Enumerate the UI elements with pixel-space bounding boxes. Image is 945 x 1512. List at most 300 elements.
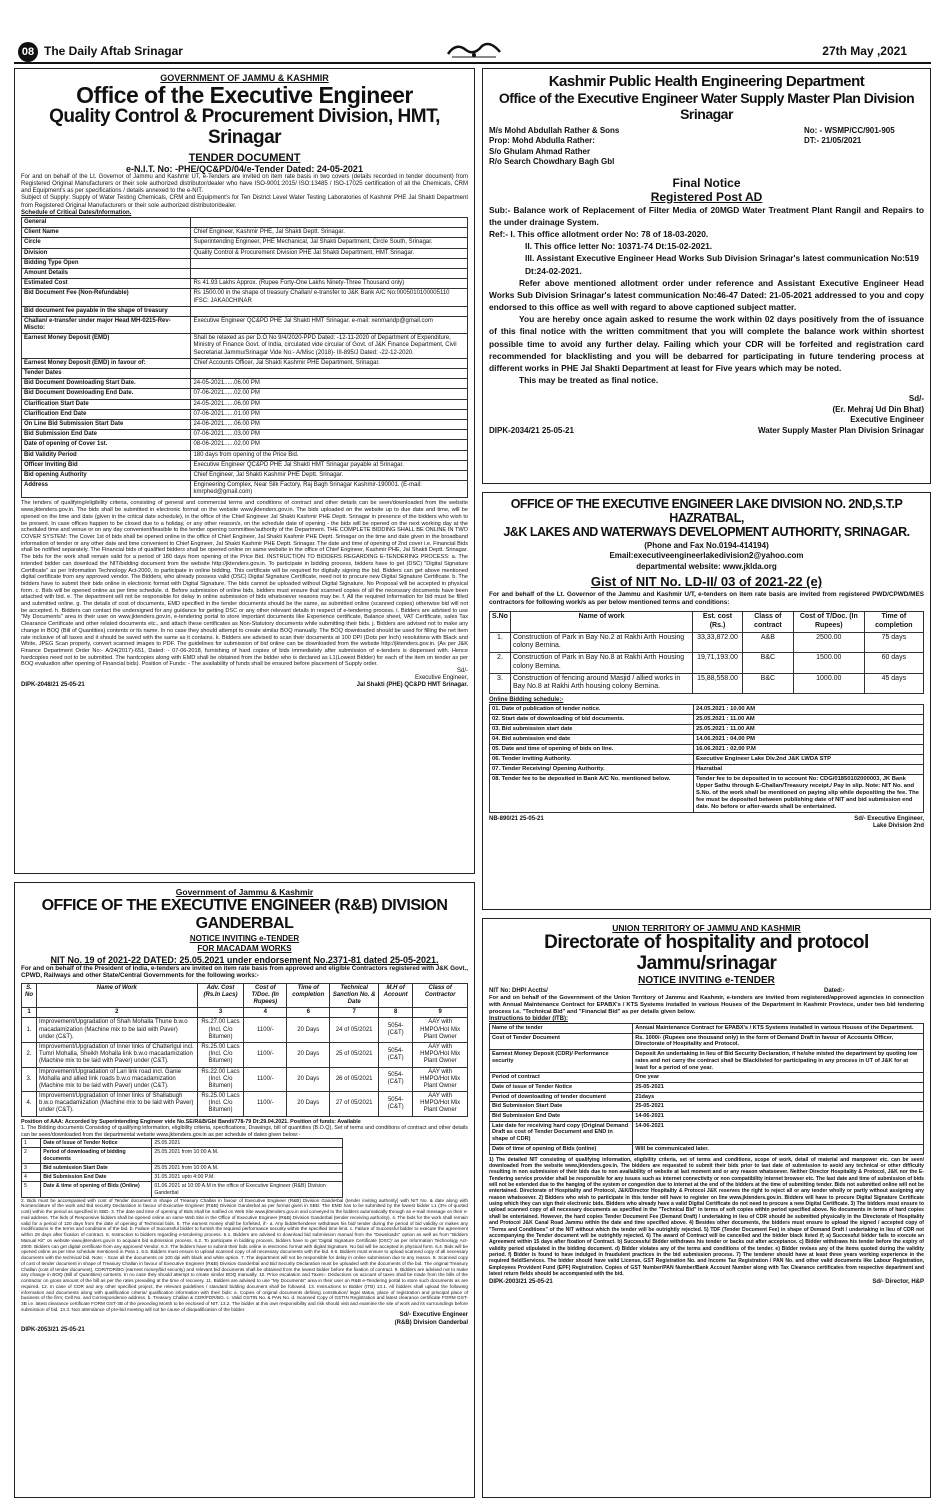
table-row xyxy=(22,289,468,306)
ad3-gist: Gist of NIT No. LD-II/ 03 of 2021-22 (e) xyxy=(590,574,823,590)
table-cell: 24 of 05/2021 xyxy=(330,1018,379,1043)
ad2-letter-date: DT:- 21/05/2021 xyxy=(804,136,862,146)
table-row xyxy=(22,1148,343,1163)
table-cell: 1100/- xyxy=(244,1018,287,1043)
table-row xyxy=(22,419,468,429)
ad-lake-division xyxy=(482,492,931,910)
ad5-itb-table xyxy=(489,1023,924,1155)
table-row xyxy=(490,1121,924,1144)
column-header: Est. cost (Rs.) xyxy=(693,612,743,633)
ad4-position: Position of AAA: Accorded by Superintending Engineer vide No.SE/R&B/Gbl Bandi/778-79 Dt:29.04.2021. Position of funds: Available xyxy=(21,1118,361,1125)
ad2-para-3: This may be treated as final notice. xyxy=(519,375,659,386)
ad-qc-procurement xyxy=(14,68,475,874)
table-row xyxy=(22,460,468,470)
row-label: Earnest Money Deposit (EMD) in favour of: xyxy=(22,358,191,368)
row-label: General xyxy=(22,218,191,228)
row-label: Estimated Cost xyxy=(22,279,191,289)
ad1-supply: Subject of Supply: Supply of Water Testing Chemicals, CRM and Equipment's for Ten District Level Water Testing Laboratories of Kashmir PHE Jal Shakti Department from Registered Original Manufacturers or their sole authorized distributor/dealer. xyxy=(21,195,468,209)
schedule-value: 25.05.2021 : 11.00 AM xyxy=(693,715,923,725)
table-row xyxy=(22,450,468,460)
table-row xyxy=(22,228,468,238)
ad4-body: 2. Bids must be accompanied with cost of Tender document in shape of Treasury Challan in favour of Executive Engineer (R&B) Division Ganderbal (tender inviting authority) with NIT No. & date along with Nomenclature of the work and Bid security Declaration in favour of Executive Engineer (R&B) Division Ganderbal as per format given in SBD. The EMD has to be submitted by the lowest bidder L1 (3% of quoted cost) within the period as specified in SBD. 3. The date and time of opening of Bids shall be notified on Web Site www.jktenders.gov.in and conveyed to the bidders automatically through an e-mail message on their e-mail address. The bids of Responsive bidders shall be opened online on same Web Site in the Office of Executive Engineer (R&B) Division Ganderbal (tender receiving authority). 4. The bids for the work shall remain valid for a period of 120 days from the date of opening of Technical bids. 5. The earnest money shall be forfeited, if:- a. Any bidder/tenderer withdraws his bid/ tender during the period of bid validity or makes any modifications in the terms and conditions of the bid. b. Failure of Successful bidder to furnish the required performance security within the specified time limit. c. Failure of Successful bidder to execute the agreement within 28 days after fixation of contract. 6. Instruction to bidders regarding e-tendering process. 6.1. Bidders are advised to download bid submission manual from the "Downloads" option as well as from "Bidders Manual Kit" on website www.jktenders.gov.in to acquaint bid submission process. 6.2. To participate in bidding process, bidders have to get 'Digital Signature Certificate (DSC)' as per Information Technology Act-2000. Bidders can get digital certificate from any approved Vendor. 6.3. The bidders have to submit their bids online in electronic format with digital Signature. No bid will be accepted in physical form. 6.4. Bids will be opened online as per time schedule mentioned in Para 1. 6.5. Bidders must ensure to upload scanned copy of all necessary documents with the bid. 6.6. Bidders must ensure to upload scanned copy of all necessary documents with the technical bid. Note: - Scan all the documents on 100 dpi with black and white option. 7. The department will not be responsible for delay in online submission due to any reason. 8. Scanned copy of cost of tender document in shape of Treasury Challan in favour of Executive Engineer (R&B) Division Ganderbal and Bid Security Declaration must be uploaded with the documents of the bid. The original Treasury Challan (cost of tender document), CDR/TDR/BG (earnest money/bid security) and relevant bid documents shall be obtained from the lowest bidder before the fixation of contract. 9. Bidders are advised not to make any change in BOQ (Bill of Quantities) contents. In no case they should attempt to create similar BOQ manually. 10. Price escalation and Taxes:- Deductions on account of taxes shall be made from the bills of the contractor on gross amount of the bill as per the rates prevailing at the time of recovery. 11. Bidders are advised to use "My Documents" area in their user on R&B e-Tendering portal to store such documents as are required. 12. In case of CDR and any other specified project, the relevant guidelines / standard bidding document shall be followed. 13. Instructions to Bidder (ITB) 13.1. All bidders shall upload the following information and documents along with qualification criteria/ qualification information with their bids: a. Copies of original documents defining constitution/ legal status, place of registration and principal place of business of the firm; Cell No. and Correspondence address. b. Treasury Challan & CDR/FDR/BG. c. Valid GSTIN No. & PAN No. d. Scanned Copy of GSTIN Registration and latest clearance certificate FORM GST-3B i.e. latest clearance certificate FORM GST-3B of the preceding Month to be enclosed of NIT. 13.2. The bidder at this own responsibility and risk should visit and examine the site of work and its surroundings before submission of bid. 13.3. Non attendance of pre-bid meeting will not be cause of disqualification of the bidder. xyxy=(21,1197,468,1312)
newspaper-logo-icon xyxy=(444,40,504,60)
table-row xyxy=(22,409,468,419)
ad3-ref: NB-890/21 25-05-21 xyxy=(489,815,544,822)
ad1-sd: Sd/- xyxy=(456,668,468,675)
page-number: 08 xyxy=(18,42,38,62)
table-cell: 20 Days xyxy=(287,1018,330,1043)
table-row xyxy=(490,632,924,653)
ad2-addressee: M/s Mohd Abdullah Rather & Sons xyxy=(489,126,620,135)
table-cell: 01.06.2021 at 10:00 A.M in the office of Executive Engineer (R&B) Division Ganderbal xyxy=(152,1182,343,1197)
table-cell: Rs.22.00 Lacs (Incl. C/o Bitumen) xyxy=(197,1067,244,1092)
table-row xyxy=(490,1024,924,1034)
row-value: Engineering Complex, Near Silk Factory, Raj Bagh Srinagar Kashmir-190001. (E-mail: kmrphed@gmail.com) xyxy=(191,481,468,498)
table-row xyxy=(490,1050,924,1073)
table-cell: 1100/- xyxy=(244,1092,287,1117)
ad-phe-final-notice xyxy=(482,68,931,484)
row-label: Late date for receiving hard copy (Original Demand Draft as cost of Tender Document and END in shape of CDR) xyxy=(490,1121,633,1144)
column-header: Class of Contractor xyxy=(413,983,468,1008)
table-row xyxy=(490,755,924,765)
row-value: Rs 41.93 Lakhs Approx. (Rupee Forty-One Lakhs Ninety-Three Thousand only) xyxy=(191,279,468,289)
ad2-ref: DIPK-2034/21 25-05-21 xyxy=(489,425,574,435)
table-row xyxy=(490,1073,924,1083)
ad4-subtitle-1: NOTICE INVITING e-TENDER xyxy=(189,933,300,943)
table-cell: 20 Days xyxy=(287,1042,330,1067)
schedule-value: Executive Engineer Lake Div.2nd J&K LWDA STP xyxy=(693,755,923,765)
row-value: Rs. 1000/- (Rupees one thousand only) in the form of Demand Draft in favour of Accounts Officer, Directorate of Hospitality and Protocol. xyxy=(633,1033,924,1049)
schedule-label: 03. Bid submission start date xyxy=(490,725,694,735)
row-value: 14-06-2021 xyxy=(633,1112,924,1122)
table-cell: 2 xyxy=(22,1148,41,1163)
ad4-signatory: Sd/- Executive Engineer xyxy=(399,1312,468,1319)
row-label: Period of downloading of tender document xyxy=(490,1092,633,1102)
table-cell: Bid Submission End Date xyxy=(41,1173,152,1182)
table-row xyxy=(22,316,468,333)
row-label: Bid Submission End Date xyxy=(490,1112,633,1122)
ad5-government: UNION TERRITORY OF JAMMU AND KASHMIR xyxy=(612,923,801,933)
table-cell: 1100/- xyxy=(244,1042,287,1067)
table-row xyxy=(22,430,468,440)
table-row xyxy=(490,1112,924,1122)
ad3-title-1: OFFICE OF THE EXECUTIVE ENGINEER LAKE DIVISION NO. 2ND,S.T.P HAZRATBAL, xyxy=(510,497,903,525)
table-cell: A&B xyxy=(742,632,793,653)
table-row xyxy=(22,440,468,450)
table-cell: 1. xyxy=(490,632,511,653)
table-row xyxy=(22,1173,343,1182)
row-value: Will be communicated later. xyxy=(633,1144,924,1154)
column-header: S. No xyxy=(22,983,37,1008)
table-cell: Construction of Park in Bay No.8 at Rakhi Arth Housing colony Bemina. xyxy=(510,653,692,674)
table-row xyxy=(22,389,468,399)
column-header: Adv. Cost (Rs.In Lacs) xyxy=(197,983,244,1008)
column-number: 2 xyxy=(37,1008,198,1018)
ad4-government: Government of Jammu & Kashmir xyxy=(175,887,314,897)
ad2-ref-3: III. Assistant Executive Engineer Head Works Sub Division Srinagar's latest communication No:519 Dt:24-02-2021. xyxy=(525,253,919,276)
table-cell: Improvement/Upgradation of Inner links of Shallabugh b.w.o macadamization (Machine mix to be laid with Paver) under (C&T). xyxy=(37,1092,198,1117)
row-value xyxy=(191,258,468,268)
ad2-para-1: Refer above mentioned allotment order under reference and Assistant Executive Engineer Head Works Sub Division Srinagar's latest communication No:46-47 Dated: 21-05-2021 addressed to you and copy endorsed to this office as well with regard to above captioned subject matter. xyxy=(489,277,924,313)
table-row xyxy=(22,218,468,228)
table-row xyxy=(22,268,468,278)
ad2-office: Water Supply Master Plan Division Srinagar xyxy=(758,425,924,435)
ad4-title: OFFICE OF THE EXECUTIVE ENGINEER (R&B) DIVISION GANDERBAL xyxy=(41,897,448,933)
schedule-value: 14.06.2021 : 04.00 PM xyxy=(693,735,923,745)
ad2-heading-final: Final Notice xyxy=(672,175,741,190)
table-row xyxy=(22,379,468,389)
ad2-title-dept: Kashmir Public Health Engineering Department xyxy=(548,73,865,90)
table-row xyxy=(22,248,468,258)
ad5-dated: Dated:- xyxy=(824,987,845,994)
ad2-subject: Sub:- Balance work of Replacement of Filter Media of 20MGD Water Treatment Plant Rangil and Repairs to the under drainage System. xyxy=(489,204,924,227)
schedule-label: 05. Date and time of opening of bids on line. xyxy=(490,745,694,755)
row-label: Bidding Type Open xyxy=(22,258,191,268)
table-cell: Date & time of opening of Bids (Online) xyxy=(41,1182,152,1197)
row-label: Circle xyxy=(22,238,191,248)
ad1-ref: DIPK-2048/21 25-05-21 xyxy=(21,682,85,689)
row-label: Bid document fee payable in the shape of treasury xyxy=(22,306,191,316)
table-cell: 1100/- xyxy=(244,1067,287,1092)
row-label: Date of opening of Cover 1st. xyxy=(22,440,191,450)
column-number: 3 xyxy=(197,1008,244,1018)
ad2-signatory-name: (Er. Mehraj Ud Din Bhat) xyxy=(832,404,924,414)
table-cell: 60 days xyxy=(864,653,923,674)
ad4-subtitle-2: FOR MACADAM WORKS xyxy=(197,944,292,954)
ad-hospitality-protocol xyxy=(482,918,931,1498)
table-cell: Improvement/Upgradation of Inner links of Chatterlgul incl. Tumri Mohalla, Sheikh Mohalla link b.w.o macadamization (Machine mix to be laid with Paver) under (C&T). xyxy=(37,1042,198,1067)
ad3-works-table xyxy=(489,611,924,694)
schedule-label: 07. Tender Receiving/ Opening Authority. xyxy=(490,765,694,775)
table-cell: AAY with HMPO/Hot Mix Plant Owner xyxy=(413,1092,468,1117)
schedule-label: 04. Bid submission end date xyxy=(490,735,694,745)
row-label: Client Name xyxy=(22,228,191,238)
table-cell: Date of Issue of Tender Notice xyxy=(41,1139,152,1148)
row-value: Chief Accounts Officer, Jal Shakti Kashmir PHE Department, Srinagar. xyxy=(191,358,468,368)
row-value: 25-05-2021 xyxy=(633,1102,924,1112)
row-value: Chief Engineer, Kashmir PHE, Jal Shakti Deptt. Srinagar. xyxy=(191,228,468,238)
table-row xyxy=(22,334,468,359)
table-cell: B&C xyxy=(742,673,793,694)
table-row xyxy=(22,1067,468,1092)
ad2-ref-2: II. This office letter No: 10371-74 Dt:15-02-2021. xyxy=(525,241,713,252)
row-value: Superintending Engineer, PHE Mechanical, Jal Shakti Department, Circle South, Srinagar. xyxy=(191,238,468,248)
row-value: 07-06-2021......01.00 PM xyxy=(191,409,468,419)
table-cell: 25.05.2021 xyxy=(152,1139,343,1148)
column-number: 4 xyxy=(244,1008,287,1018)
ad2-letter-no: No: - WSMP/CC/901-905 xyxy=(804,126,895,135)
table-row xyxy=(22,399,468,409)
ad1-government: GOVERNMENT OF JAMMU & KASHMIR xyxy=(160,73,329,83)
table-row xyxy=(490,1082,924,1092)
column-number: 7 xyxy=(330,1008,379,1018)
table-cell: 25.05.2021 from 10:00 A.M. xyxy=(152,1163,343,1172)
ad5-body: 1) The detailed NIT consisting of qualifying information, eligibility criteria, set of terms and conditions, scope of work, detail of material and manpower etc. can be seen/ downloaded from the website www.jktenders.gov.in. The bidders are requested to submit their bids prior to last date of submission to avoid any technical or other difficulty resulting in non submission of their bids due to non availability of website at last moment and or any reason whatsoever. Neither Director Hospitality & Protocol, J&K nor the E-Tendering service provider shall be responsible for any issues such as internet connectivity or non compatibility internet browser etc. The last date and time of submission of bids will not be extended due to the hanging of the system or congestion due to internet at the end of the bidders at the time of submitting tender. Bids not submitted online will not be entertained. Directorate of Hospitality and Protocol, J&K/Director Hospitality & Protocol J&K reserves the right to reject all or any tender wholly or partly without assigning any reason whatsoever. 2) Bidders who wish to participate in this tender will have to register on line www.jktenders.gov.in. Bidders will have to procure Digital Signature Certificate using which they can sign their electronic bids. Bidders who already have a valid Digital Certificate do not need to procure a new Digital Certificate. 3) The bidders must ensure to upload scanned copy of all necessary documents as specified in the "Technical Bid" in terms of soft copies within period specified above. No documents in terms of hard copies shall be entertained. However, the hard copies Tender Document Fee (Demand Draft) / undertaking in lieu of CDR should be submitted physically in the Directorate of Hospitality and Protocol J&K Canal Road Jammu within the date and time specified above. 4) Besides other documents, the bidders must ensure to upload the signed / accepted copy of "Terms and Conditions" of the NIT without which the tender will be outrightly rejected. 5) TDF (Tender Document Fee) in shape of Demand Draft / undertaking in lieu of CDR not accompanying the Tender document will be outrightly rejected. 6) The award of Contract will be cancelled and the bidder black listed if; a) Successful bidder fails to execute an Agreement within 15 days after fixation of Contract. b) Successful Bidder withdraws his tender or backs out after acceptance. c) Bidder withdraws his tender before the expiry of validity period stipulated in the bidding document. d) Bidder violates any of the terms and conditions of the tender. e) Bidder revises any of the items quoted during the validity period. f) Bidder is found to have indulged in fraudulent practices in the bid submission process. 7) The tenderer should have at least three years working experience in the required field/Services. The bidder should have valid License, GST Registration No. and Income Tax Registration / PAN No. and other valid documents like Labour Registration, Employees Provident Fund (EPF) Registration. Copies of GST Number/PAN Number/Bank Account Number along with Tax Clearance certificates from respective department and latest return fields should be accompanied with the bid. xyxy=(489,1156,924,1278)
row-value: 24-05-2021......06.00 PM xyxy=(191,399,468,409)
newspaper-name: The Daily Aftab Srinagar xyxy=(44,44,183,58)
ad2-signatory-title: Executive Engineer xyxy=(850,415,924,425)
row-label: Bid Validity Period xyxy=(22,450,191,460)
row-label: Division xyxy=(22,248,191,258)
ad3-intro: For and behalf of the Lt. Governor of the Jammu and Kashmir U/T, e-tenders on item rate basis are invited from registered PWD/CPWD/MES contractors for following work/s as per below mentioned terms and conditions: xyxy=(489,591,924,607)
ad4-ref: DIPK-2053/21 25-05-21 xyxy=(21,1326,85,1333)
table-row xyxy=(22,470,468,480)
row-label: On Line Bid Submission Start Date xyxy=(22,419,191,429)
ad3-schedule-table xyxy=(489,704,924,812)
row-value: 08-06-2021......02.00 PM xyxy=(191,440,468,450)
row-label: Date of time of opening of Bids (online) xyxy=(490,1144,633,1154)
ad1-intro: For and on behalf of the Lt. Governor of Jammu and Kashmir UT, e-Tenders are invited on item rate basis in two covers (details recorded in tender document) from Registered Original Manufacturers or their sole authorized distributor/dealer who have ISO-9001:2015/ ISO:13485 / ISO-17025 certification of all the Chemicals, CRM and Equipment's as per specifications / details annexed to the e-NIT. xyxy=(21,173,468,195)
row-label: Period of contract xyxy=(490,1073,633,1083)
table-cell: 2. xyxy=(490,653,511,674)
row-label: Tender Dates xyxy=(22,369,191,379)
table-row xyxy=(490,1102,924,1112)
row-value: Chief Engineer, Jal Shakti Kashmir PHE Deptt. Srinagar. xyxy=(191,470,468,480)
table-row xyxy=(22,1042,468,1067)
column-header: Name of work xyxy=(510,612,692,633)
column-header: M.H of Account xyxy=(378,983,412,1008)
table-row xyxy=(22,1139,343,1148)
row-label: Bid Submission Start Date xyxy=(490,1102,633,1112)
table-cell: 4 xyxy=(22,1173,41,1182)
table-row xyxy=(490,735,924,745)
ad2-title-office: Office of the Executive Engineer Water Supply Master Plan Division Srinagar xyxy=(498,90,915,122)
ad5-title: Directorate of hospitality and protocol Jammu/srinagar xyxy=(544,932,869,974)
row-label: Name of the tender xyxy=(490,1024,633,1034)
table-cell: 20 Days xyxy=(287,1067,330,1092)
table-row xyxy=(22,258,468,268)
schedule-value: 24.05.2021 : 10.00 AM xyxy=(693,705,923,715)
schedule-value: Tender fee to be deposited in to account No: CDG/01850102000003, JK Bank Upper Sathu through E-Challan/Treasury receipt./ Pay in slip. Note: NIT No. and S.No. of the work shall be mentioned on paying slip while depositing the fee. The fee must be deposited between publishing date of NIT and bid submission end date. No before or after-wards shall be entertained. xyxy=(693,775,923,813)
table-cell: Construction of Park in Bay No.2 at Rakhi Arth Housing colony Bemina. xyxy=(510,632,692,653)
table-cell: Improvement/Upgradation of Lari link road incl. Ganie Mohalla and allied link roads b.w.o macadamization (Machine mix to be laid with Paver) under (C&T). xyxy=(37,1067,198,1092)
schedule-label: 08. Tender fee to be deposited in Bank A/C No. mentioned below. xyxy=(490,775,694,813)
ad1-title-office: Office of the Executive Engineer xyxy=(76,82,413,108)
ad1-title-division: Quality Control & Procurement Division, HMT, Srinagar xyxy=(49,106,440,149)
ad4-dates-table xyxy=(21,1138,343,1198)
table-cell: Rs.25.00 Lacs (Incl. C/o Bitumen) xyxy=(197,1092,244,1117)
row-label: Clarification Start Date xyxy=(22,399,191,409)
table-cell: Period of downloading of bidding documents xyxy=(41,1148,152,1163)
ad-rb-ganderbal xyxy=(14,882,475,1498)
ad3-office: Lake Division 2nd xyxy=(872,822,924,829)
row-label: Date of issue of Tender Notice xyxy=(490,1082,633,1092)
table-cell: 3. xyxy=(22,1067,37,1092)
table-row xyxy=(22,358,468,368)
ad1-body: The tenders of qualifying/eligibility criteria, consisting of general and commercial terms and conditions of contract and other details can be seen/downloaded from the website www.jktenders.gov.in. The bids shall be submitted in electronic format on the website www.jktenders.gov.in. The bids uploaded on the website up to due date and time, will be opened on the time and date (given in the critical date schedule), in the office of the Chief Engineer Jal Shakti Kashmir PHE Deptt. Srinagar in presence of the bidders who wish to be present. In case offices happen to be closed due to a holiday, or any other reason/s, on the schedule date of opening - the bids will be opened on the next working day at the scheduled time and venue or on any day convenient/feasible to the tender opening committee/authority of the Department. THE COMPLETE BIDDING SHALL BE ONLINE IN TWO COVER SYSTEM: The Cover 1st of bids shall be opened online in the office of Chief Engineer, Jal Shakti Kashmir PHE Deptt. Srinagar on the time and date given in the broadband information of tender or any other date and time convenient to Chief Engineer, Jal Shakti Kashmir PHE Deptt. Srinagar. The date and time of opening of 2nd cover i.e. Financial Bids shall be notified separately. The Financial bids of qualified bidders shall be opened online on same website in the office of Chief Engineer, Kashmir PHE, Jal Shakti Deptt. Srinagar. The bids for the work shall remain valid for a period of 180 days from opening of the Price Bid. INSTRUCTION TO BIDDERS REGARDING E-TENDERING PROCESS: a. The intended bidder can download the NIT/bidding document from the website http://jktenders.gov.in. To participate in bidding process, bidders have to get (DSC) "Digital Signature Certificate" as per Information Technology Act-2000, to participate in online bidding. This certificate will be required for digitally signing the bid. Bidders can get above mentioned digital certificate from any approved vendor. The Bidders, who already possess valid (DSC) Digital Signature Certificate, need not to procure new Digital Signature Certificate. b. The bidders have to submit their bids online in electronic format with Digital Signature. The bids cannot be uploaded without Digital Signature. No Proposal will be accepted in physical form. c. Bids will be opened online as per time schedule. d. Before submission of online bids, bidders must ensure that scanned copies of all the necessary documents have been attached with bid. e. The department will not be responsible for delay in online submission of bids whatsoever reasons may be. f. All the required information for bid must be filled and submitted online. g. The details of cost of documents, EMD specified in the tender documents should be the same, as submitted online (scanned copies) otherwise bid will not be accepted. h. Bidders can contact the undersigned for any guidance for getting DSC or any other relevant details in respect of e-tendering process. i. Bidders are advised to use "My Documents" area in their user on www.jktenders.gov.in, e-tendering portal to store important documents like Experience certificate, Balance sheet, VAT Certificate, sales Tax Clearance Certificate and other related documents etc., and attach these certificates as Non-Statutory documents while submitting their bids. j. Bidders are advised not to make any change in BOQ (Bill of Quantities) contents or its name. In no case they should attempt to create similar BOQ manually. The BOQ downloaded should be used for filling the net item rate inclusive of all taxes and it should be saved with the same as it contains. k. Bidders are advised to scan their documents at 100 DPI (Dots per Inch) resolutions with Black and White, JPEG Scan properly, convert scanned images to PDF. The guidelines for submission of bid online can be downloaded from the website http://jktenders.gov.in. (As per J&K Finance Department Order No:- A/24(2017)-651, Dated: - 07-06-2018, furnishing of hard copies of bids immediately after submission of e-tenders is dispensed with. Hence hardcopies need not to be submitted. The hardcopies along with EMD shall be obtained from the bidder who is declared as L1(Lowest Bidder) for each of the item on tender as per BOQ evaluation after opening of Financial bids). Position of Funds: - The availability of funds shall be ensured before placement of Supply order. xyxy=(21,500,468,668)
table-row xyxy=(490,745,924,755)
row-value: 25-05-2021 xyxy=(633,1082,924,1092)
row-value: 21days xyxy=(633,1092,924,1102)
ad5-subtitle: NOTICE INVITING e-TENDER xyxy=(638,974,775,986)
table-cell: AAY with HMPO/Hot Mix Plant Owner xyxy=(413,1042,468,1067)
table-cell: 25.05.2021 from 10:00 A.M. xyxy=(152,1148,343,1163)
table-row xyxy=(490,765,924,775)
ad4-works-table xyxy=(21,983,468,1117)
schedule-label: 01. Date of publication of tender notice. xyxy=(490,705,694,715)
column-number: 8 xyxy=(378,1008,412,1018)
table-cell: 5054-(C&T) xyxy=(378,1092,412,1117)
table-cell: 5 xyxy=(22,1182,41,1197)
table-cell: AAY with HMPO/Hot Mix Plant Owner xyxy=(413,1018,468,1043)
ad5-ref: DIPK-2003/21 25-05-21 xyxy=(489,1279,553,1286)
column-header: Name of Work xyxy=(37,983,198,1008)
row-value: One year xyxy=(633,1073,924,1083)
table-row xyxy=(490,653,924,674)
row-label: Bid Document Downloading Start Date. xyxy=(22,379,191,389)
table-cell: 1500.00 xyxy=(793,653,864,674)
ad4-office: (R&B) Division Ganderbal xyxy=(394,1319,468,1326)
column-header: S.No xyxy=(490,612,511,633)
row-label: Bid Document Downloading End Date. xyxy=(22,389,191,399)
row-label: Address xyxy=(22,481,191,498)
table-cell: 45 days xyxy=(864,673,923,694)
table-row xyxy=(490,1092,924,1102)
table-cell: 1000.00 xyxy=(793,673,864,694)
table-row xyxy=(22,369,468,379)
table-cell: 3. xyxy=(490,673,511,694)
table-cell: 20 Days xyxy=(287,1092,330,1117)
table-cell: 5054-(C&T) xyxy=(378,1067,412,1092)
table-row xyxy=(22,1018,468,1043)
row-label: Clarification End Date xyxy=(22,409,191,419)
row-value: Executive Engineer QC&PD PHE Jal Shakti HMT Srinagar. e-mail: xenmandp@gmail.com xyxy=(191,316,468,333)
table-cell: 31.05.2021 upto 4:00 P.M. xyxy=(152,1173,343,1182)
schedule-label: 02. Start date of downloading of bid documents. xyxy=(490,715,694,725)
column-header: Technical Sanction No. & Date xyxy=(330,983,379,1008)
issue-date: 27th May ,2021 xyxy=(822,44,907,58)
row-label: Cost of Tender Document xyxy=(490,1033,633,1049)
table-row xyxy=(490,705,924,715)
schedule-value: 25.05.2021 : 11.00 AM xyxy=(693,725,923,735)
ad1-critical-dates-table xyxy=(21,217,468,498)
table-cell: 2. xyxy=(22,1042,37,1067)
table-cell: 26 of 05/2021 xyxy=(330,1067,379,1092)
row-label: Officer Inviting Bid xyxy=(22,460,191,470)
table-cell: AAY with HMPO/Hot Mix Plant Owner xyxy=(413,1067,468,1092)
row-label: Amount Details xyxy=(22,268,191,278)
table-cell: 33,33,872.00 xyxy=(693,632,743,653)
row-value: 24-06-2021......06.00 PM xyxy=(191,419,468,429)
table-cell: 25 of 05/2021 xyxy=(330,1042,379,1067)
table-cell: 3 xyxy=(22,1163,41,1172)
ad3-website: departmental website: www.jklda.org xyxy=(636,561,777,571)
table-row xyxy=(490,715,924,725)
ad3-signatory: Sd/- Executive Engineer, xyxy=(854,815,924,822)
table-cell: 19,71,193.00 xyxy=(693,653,743,674)
row-label: Challan/ e-transfer under major Head MH-0215-Rev-Miscto: xyxy=(22,316,191,333)
row-value: 07-06-2021......03.00 PM xyxy=(191,430,468,440)
schedule-value: 16.06.2021 : 02.00 P.M xyxy=(693,745,923,755)
table-cell: 5054-(C&T) xyxy=(378,1018,412,1043)
ad3-phone: (Phone and Fax No.0194-414194) xyxy=(644,541,769,550)
table-row xyxy=(22,1182,343,1197)
table-cell: Improvement/Upgradation of Shah Mohalla Thune b.w.o macadamization (Machine mix to be laid with Paver) under (C&T). xyxy=(37,1018,198,1043)
ad4-intro: For and on behalf of the President of India, e-tenders are invited on item rate basis from approved and eligible Contractors registered with J&K Govt., CPWD, Railways and other State/Central Governments for the following works:- xyxy=(21,964,468,980)
row-label: Bid Submission End Date xyxy=(22,430,191,440)
table-row xyxy=(490,673,924,694)
column-number: 6 xyxy=(287,1008,330,1018)
table-row xyxy=(22,1163,343,1172)
column-header: Cost of T/Doc. (In Rupees) xyxy=(793,612,864,633)
row-label: Earnest Money Deposit (CDR)/ Performance security xyxy=(490,1050,633,1073)
table-row xyxy=(22,238,468,248)
row-label: Bid opening Authority xyxy=(22,470,191,480)
ad1-subtitle: TENDER DOCUMENT xyxy=(188,151,301,164)
ad5-itb: Instructions to bidder (ITB): xyxy=(489,1015,568,1022)
table-cell: Rs.27.00 Lacs (Incl. C/o Bitumen) xyxy=(197,1018,244,1043)
column-number: 9 xyxy=(413,1008,468,1018)
ad5-nit: NIT No: DHP/ Acctts/ xyxy=(489,987,548,994)
table-cell: B&C xyxy=(742,653,793,674)
ad2-parent: S/o Ghulam Ahmad Rather xyxy=(489,146,591,156)
row-label: Bid Document Fee (Non-Refundable) xyxy=(22,289,191,306)
row-value: 24-05-2021......06.00 PM xyxy=(191,379,468,389)
row-value: 180 days from opening of the Price Bid. xyxy=(191,450,468,460)
ad5-intro: For and on behalf of the Government of the Union Territory of Jammu and Kashmir, e-tenders are invited from registered/approved agencies in connection with Annual Maintenance Contract for EPABX's / KTS Systems installed in various Houses of the Department in Kashmir Province, under two bid tendering process i.e. "Technical Bid" and "Financial Bid" as per details given below. xyxy=(489,994,924,1015)
row-value: Annual Maintenance Contract for EPABX's / KTS Systems installed in various Houses of the Department. xyxy=(633,1024,924,1034)
column-number: 1 xyxy=(22,1008,37,1018)
ad3-email: Email:executiveengineerlakedivision2@yahoo.com xyxy=(609,551,804,561)
table-cell: 75 days xyxy=(864,632,923,653)
column-header: Class of contract xyxy=(742,612,793,633)
table-cell: 1. xyxy=(22,1018,37,1043)
row-value: Quality Control & Procurement Division PHE Jal Shakti Department, HMT Srinagar. xyxy=(191,248,468,258)
table-cell: 1 xyxy=(22,1139,41,1148)
ad2-ref-1: Ref:- I. This office allotment order No: 78 of 18-03-2020. xyxy=(489,228,709,239)
table-cell: Bid submission Start Date xyxy=(41,1163,152,1172)
table-cell: 27 of 05/2021 xyxy=(330,1092,379,1117)
ad3-schedule-heading: Online Bidding schedule:- xyxy=(489,697,564,704)
ad1-schedule-heading: Schedule of Critical Dates/Information. xyxy=(21,209,132,216)
ad2-prop: Prop: Mohd Abdulla Rather: xyxy=(489,136,595,146)
schedule-label: 06. Tender inviting Authority. xyxy=(490,755,694,765)
ad2-para-2: You are hereby once again asked to resume the work within 02 days positively from the of issuance of this final notice with the written commitment that you will complete the balance work within shortest possible time to avoid any further delay. Failing which your CDR will be forfeited and registration card recommended for blacklisting and you will be debarred for participating in future tendering process at different works in PHE Jal Shakti Department at least for Five years which may be noted. xyxy=(489,314,924,373)
ad1-office: Jal Shakti (PHE) QC&PD HMT Srinagar. xyxy=(356,682,468,689)
ad2-heading-post: Registered Post AD xyxy=(650,189,763,204)
row-value xyxy=(191,268,468,278)
ad2-residence: R/o Search Chowdhary Bagh Gbl xyxy=(489,157,615,167)
row-value: Deposit An undertaking in lieu of Bid Security Declaration, if he/she misted the department by quoting low rates and not carry the contract shall be Blacklisted for participating in any process in UT of J&K for at least for a period of one year. xyxy=(633,1050,924,1073)
row-value: 07-06-2021......02.00 PM xyxy=(191,389,468,399)
table-cell: 5054-(C&T) xyxy=(378,1042,412,1067)
row-value: Rs 1500.00 in the shape of treasury Challan/ e-transfer to J&K Bank A/C No:0005010100005110 IFSC: JAKA0CHINAR xyxy=(191,289,468,306)
column-header: Time of completion xyxy=(864,612,923,633)
column-header: Time of completion xyxy=(287,983,330,1008)
row-value xyxy=(191,369,468,379)
row-value xyxy=(191,218,468,228)
table-row xyxy=(490,1144,924,1154)
table-cell: Construction of fencing around Masjid / allied works in Bay No.8 at Rakhi Arth housing colony Bemina. xyxy=(510,673,692,694)
row-value: Shall be relaxed as per D.O No 9/4/2020-PPD Dated: -12-11-2020 of Department of Expenditure, Ministry of Finance Govt. of India, circulated vide circular of Govt. of J&K Finance Department, Civil Secretariat Jammu/Srinagar Vide No:- A/Misc (2018)- III-895/J Dated: -22-12-2020. xyxy=(191,334,468,359)
table-row xyxy=(22,279,468,289)
table-cell: 4. xyxy=(22,1092,37,1117)
ad1-nit: e-N.I.T. No: -PHE/QC&PD/04/e-Tender Dated: 24-05-2021 xyxy=(126,163,363,174)
table-row xyxy=(22,1092,468,1117)
table-row xyxy=(22,306,468,316)
ad1-signatory: Executive Engineer, xyxy=(414,675,468,682)
table-row xyxy=(490,725,924,735)
ad4-nit: NIT No. 19 of 2021-22 DATED: 25.05.2021 under endorsement No.2371-81 dated 25-05-2021. xyxy=(50,954,439,965)
table-row xyxy=(490,775,924,813)
column-header: Cost of T/Doc. (In Rupees) xyxy=(244,983,287,1008)
table-cell: 15,88,558.00 xyxy=(693,673,743,694)
row-value: Executive Engineer QC&PD PHE Jal Shakti HMT Srinagar payable at Srinagar. xyxy=(191,460,468,470)
row-value xyxy=(191,306,468,316)
row-value: 14-06-2021 xyxy=(633,1121,924,1144)
table-row xyxy=(490,1033,924,1049)
ad3-title-2: J&K LAKES AND WATERWAYS DEVELOPMENT AUTHORITY, SRINAGAR. xyxy=(503,525,910,539)
